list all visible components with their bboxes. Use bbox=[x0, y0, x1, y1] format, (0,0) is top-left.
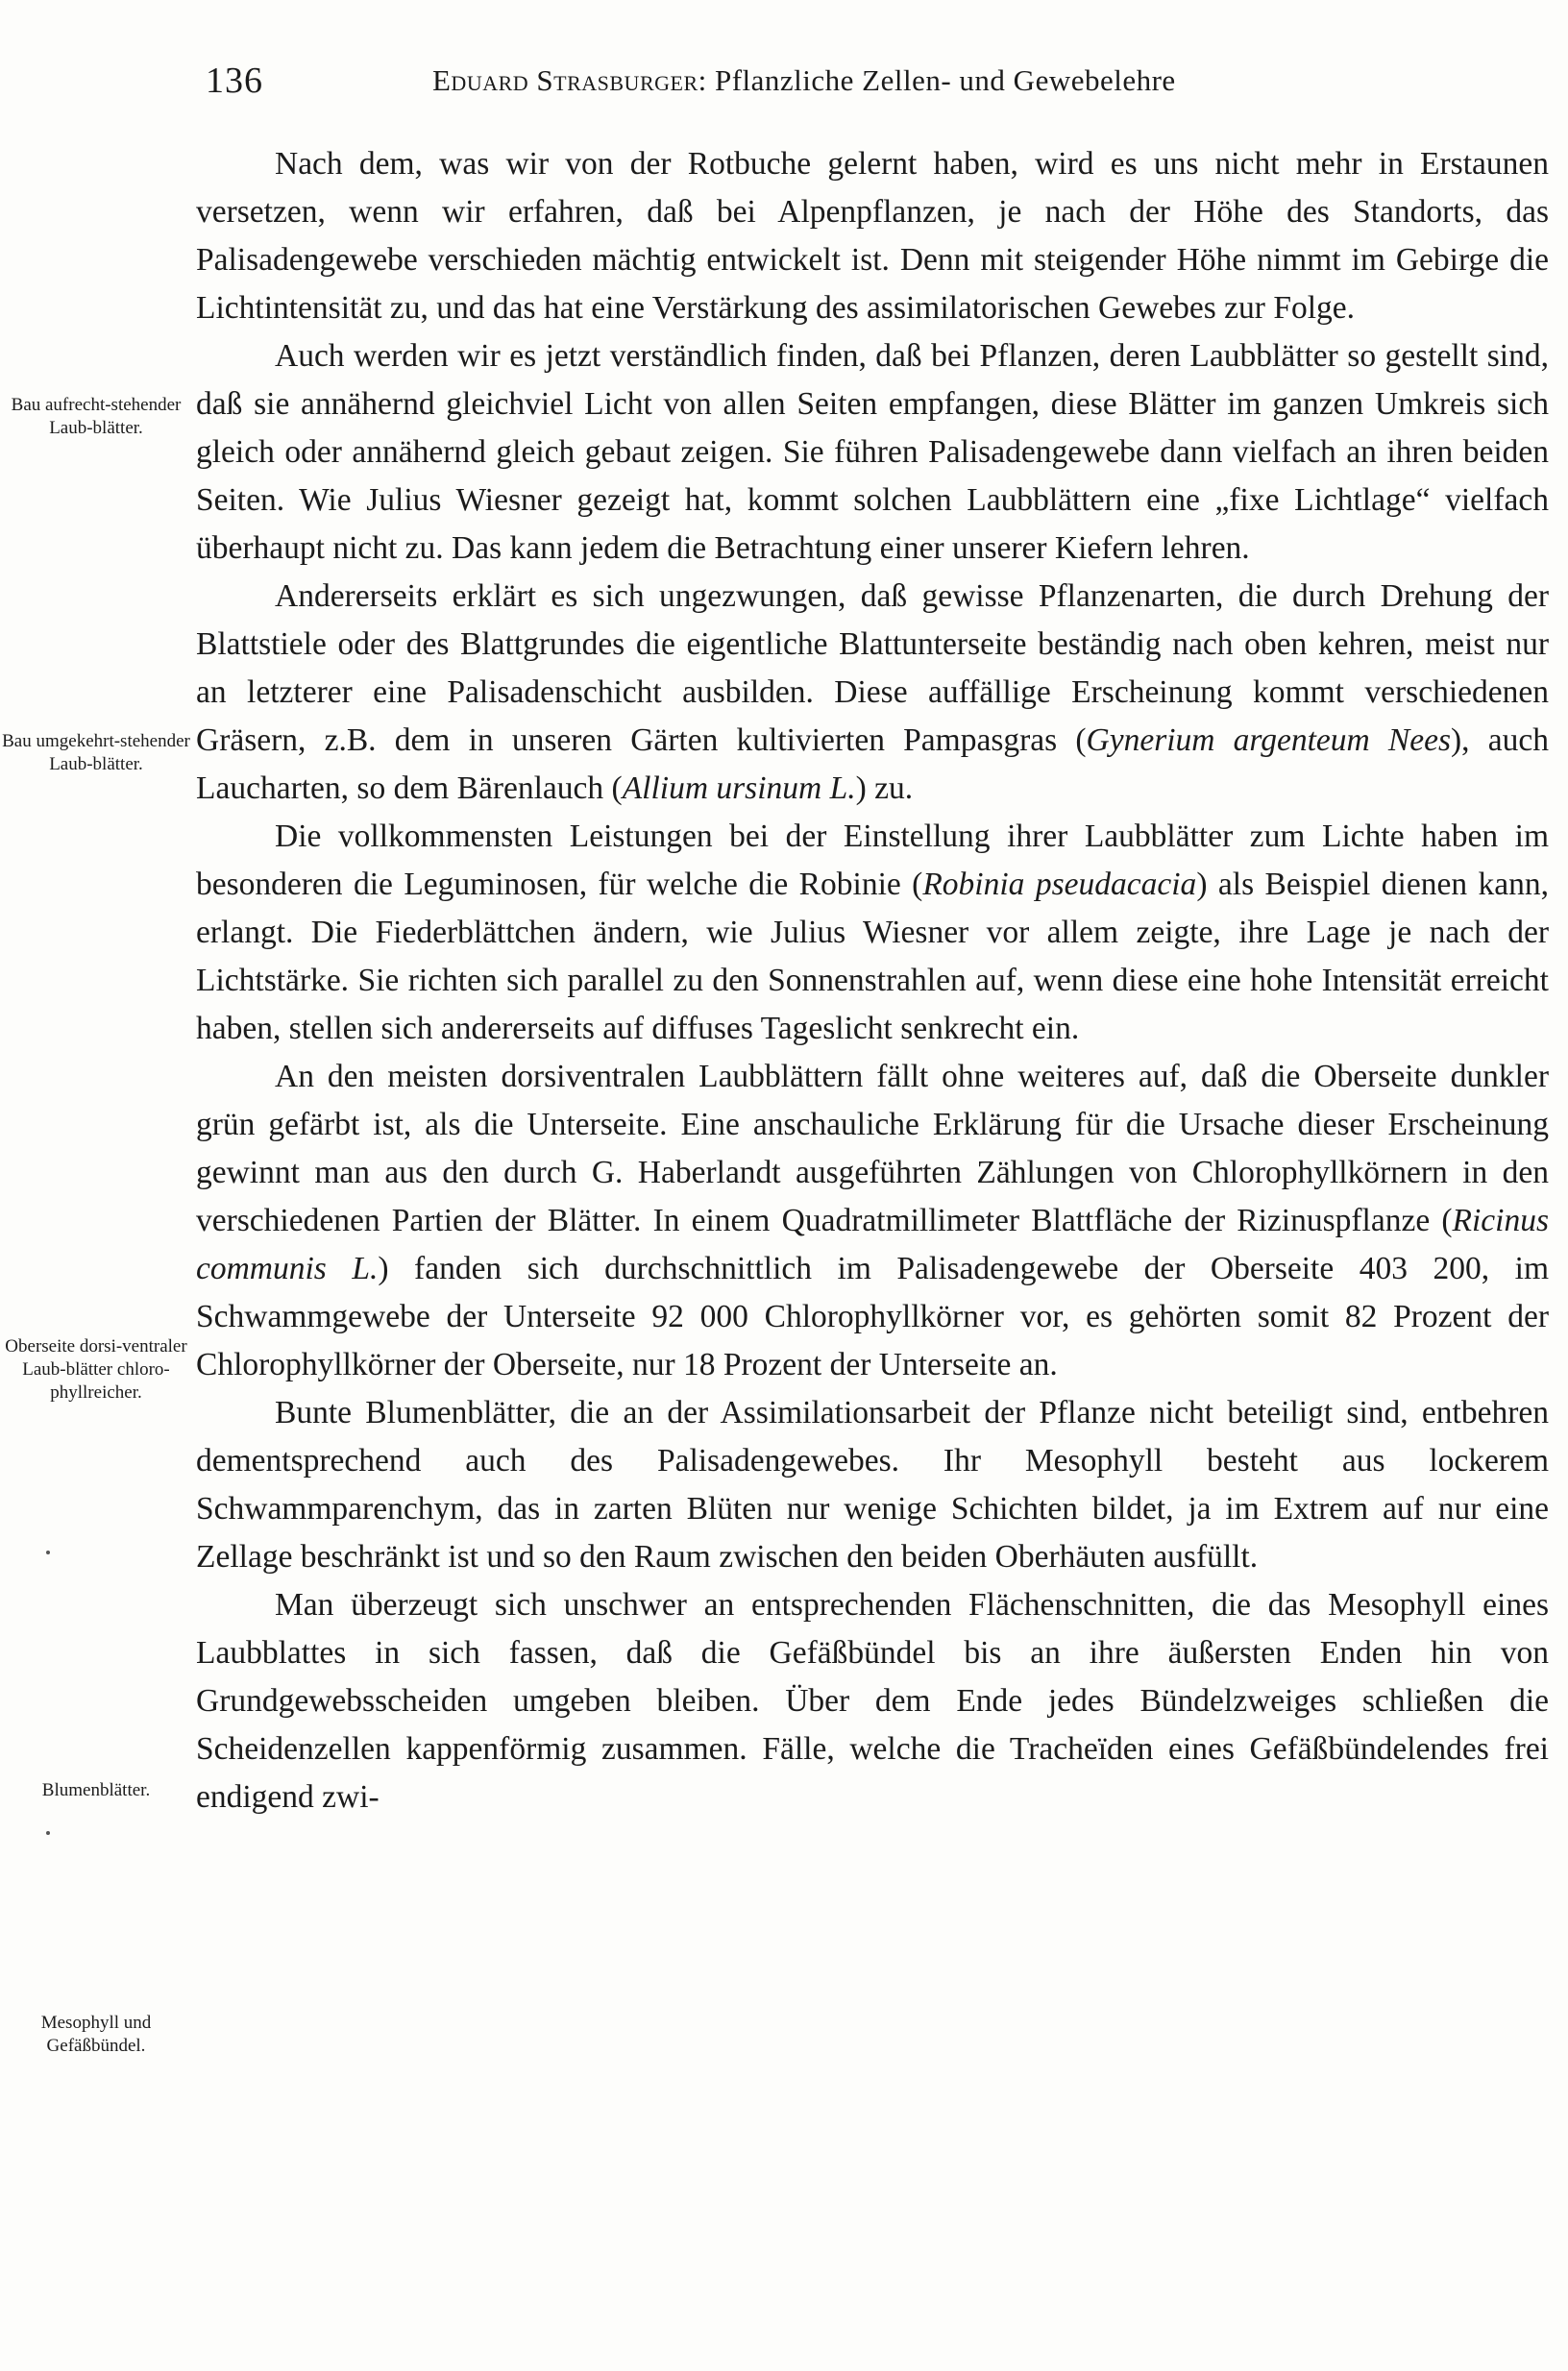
body-text bbox=[196, 140, 1549, 1821]
running-title bbox=[432, 63, 1176, 98]
paragraph: Auch werden wir es jetzt verständlich finden, daß bei Pflanzen, deren Laubblätter so gestellt sind, daß sie annähernd gleichviel Licht von allen Seiten empfangen, diese Blätter im ganzen Umkreis sich gleich oder annähernd gleich gebaut zeigen. Sie führen Palisadengewebe dann vielfach an ihren beiden Seiten. Wie Julius Wiesner gezeigt hat, kommt solchen Laubblättern eine „fixe Lichtlage“ vielfach überhaupt nicht zu. Das kann jedem die Betrachtung einer unserer Kiefern lehren. bbox=[196, 338, 1549, 566]
margin-note-petals: Blumenblätter. bbox=[41, 1780, 151, 1800]
species-name: Ricinus communis L. bbox=[196, 1203, 1549, 1286]
book-title: : Pflanzliche Zellen- und Gewebelehre bbox=[698, 63, 1176, 97]
species-name: Allium ursinum L. bbox=[622, 770, 856, 806]
margin-note-inverted-leaves: Bau umgekehrt-stehender Laub-blätter. bbox=[2, 731, 190, 774]
page-header bbox=[0, 60, 1568, 117]
margin-speck bbox=[46, 1831, 50, 1835]
paragraph: Die vollkommensten Leistungen bei der Einstellung ihrer Laubblätter zum Lichte haben im besonderen die Leguminosen, für welche die Robinie (Robinia pseudacacia) als Beispiel dienen kann, erlangt. Die Fiederblättchen ändern, wie Julius Wiesner vor allem zeigte, ihre Lage je nach der Lichtstärke. Sie richten sich parallel zu den Sonnenstrahlen auf, wenn diese eine hohe Intensität erreicht haben, stellen sich andererseits auf diffuses Tageslicht senkrecht ein. bbox=[196, 819, 1550, 1046]
paragraph: Nach dem, was wir von der Rotbuche gelernt haben, wird es uns nicht mehr in Erstaunen versetzen, wenn wir erfahren, daß bei Alpenpflanzen, je nach der Höhe des Standorts, das Palisadengewebe verschieden mächtig entwickelt ist. Denn mit steigender Höhe nimmt im Gebirge die Lichtintensität zu, und das hat eine Verstärkung des assimilatorischen Gewebes zur Folge. bbox=[196, 146, 1549, 326]
paragraph: Man überzeugt sich unschwer an entsprechenden Flächenschnitten, die das Mesophyll eines Laubblattes in sich fassen, daß die Gefäßbündel bis an ihre äußersten Enden hin von Grundgewebsscheiden umgeben bleiben. Über dem Ende jedes Bündelzweiges schließen die Scheidenzellen kappenförmig zusammen. Fälle, welche die Tracheïden eines Gefäßbündelendes frei endigend zwi- bbox=[196, 1587, 1549, 1815]
margin-note-dorsiventral: Oberseite dorsi-ventraler Laub-blätter chloro-phyllreicher. bbox=[5, 1336, 187, 1403]
page-number: 136 bbox=[206, 61, 263, 101]
paragraph: An den meisten dorsiventralen Laubblättern fällt ohne weiteres auf, daß die Oberseite dunkler grün gefärbt ist, als die Unterseite. Eine anschauliche Erklärung für die Ursache dieser Erscheinung gewinnt man aus den durch G. Haberlandt ausgeführten Zählungen von Chlorophyllkörnern in den verschiedenen Partien der Blätter. In einem Quadratmillimeter Blattfläche der Rizinuspflanze (Ricinus communis L.) fanden sich durchschnittlich im Palisadengewebe der Oberseite 403 200, im Schwammgewebe der Unterseite 92 000 Chlorophyllkörner vor, es gehörten somit 82 Prozent der Chlorophyllkörner der Oberseite, nur 18 Prozent der Unterseite an. bbox=[196, 1059, 1549, 1382]
species-name: Gynerium argenteum Nees bbox=[1086, 722, 1452, 758]
paragraph: Bunte Blumenblätter, die an der Assimilationsarbeit der Pflanze nicht beteiligt sind, entbehren dementsprechend auch des Palisadengewebes. Ihr Mesophyll besteht aus lockerem Schwammparenchym, das in zarten Blüten nur wenige Schichten bildet, ja im Extrem auf nur eine Zellage beschränkt ist und so den Raum zwischen den beiden Oberhäuten ausfüllt. bbox=[196, 1395, 1549, 1575]
author-name: Eduard Strasburger bbox=[432, 63, 698, 97]
species-name: Robinia pseudacacia bbox=[922, 867, 1197, 902]
margin-speck bbox=[46, 1551, 50, 1554]
margin-note-mesophyll: Mesophyll und Gefäßbündel. bbox=[40, 2013, 152, 2056]
paragraph: Andererseits erklärt es sich ungezwungen, daß gewisse Pflanzenarten, die durch Drehung der Blattstiele oder des Blattgrundes die eigentliche Blattunterseite beständig nach oben kehren, meist nur an letzterer eine Palisadenschicht ausbilden. Diese auffällige Erscheinung kommt verschiedenen Gräsern, z.B. dem in unseren Gärten kultivierten Pampasgras (Gynerium argenteum Nees), auch Laucharten, so dem Bärenlauch (Allium ursinum L.) zu. bbox=[196, 578, 1549, 806]
margin-note-upright-leaves: Bau aufrecht-stehender Laub-blätter. bbox=[11, 395, 182, 438]
